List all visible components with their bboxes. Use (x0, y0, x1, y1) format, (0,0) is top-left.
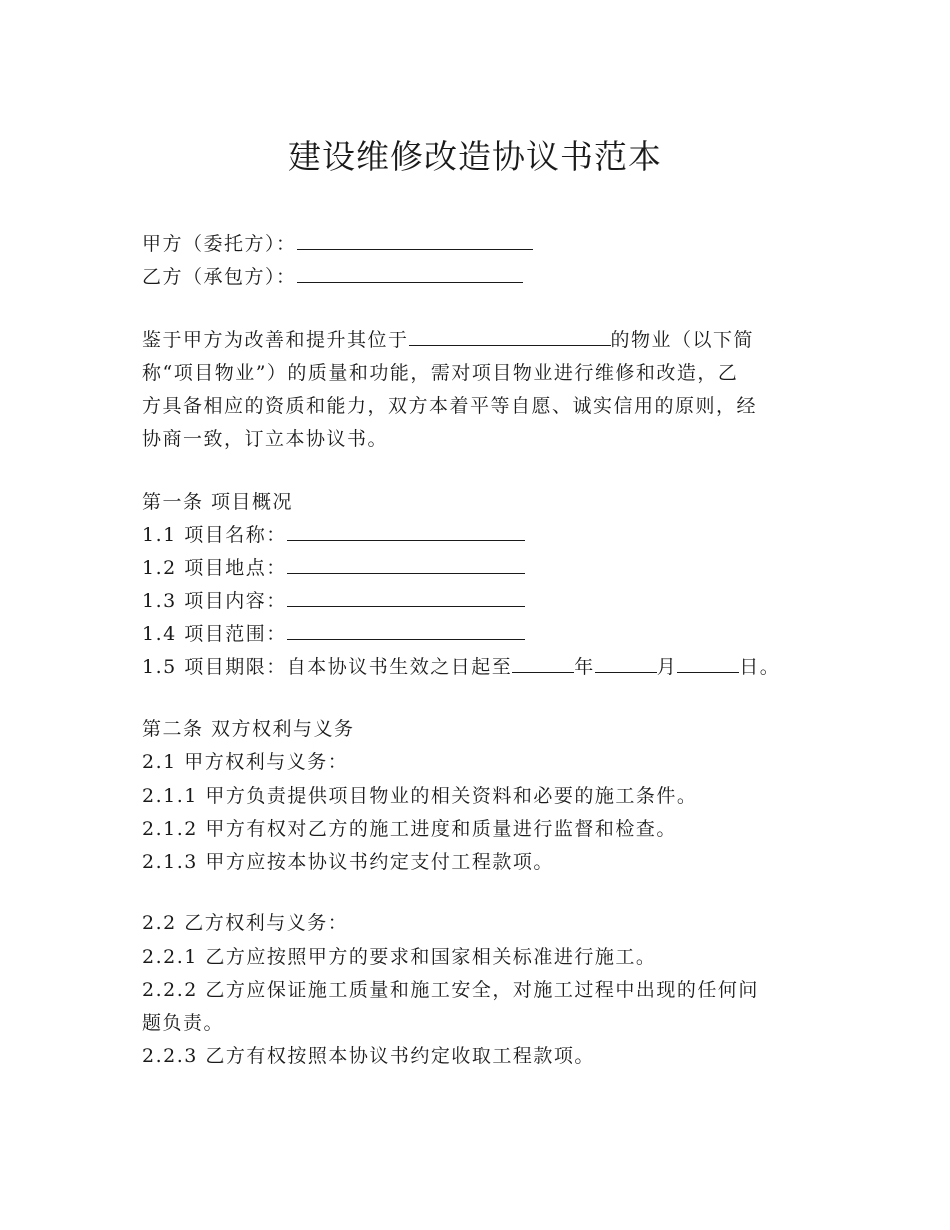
item-1-2-label: 1.2 项目地点： (142, 557, 287, 579)
intro-paragraph (142, 324, 802, 456)
item-1-4-label: 1.4 项目范围： (142, 623, 287, 645)
project-name-blank[interactable] (287, 522, 525, 541)
project-location-blank[interactable] (287, 555, 525, 574)
month-label: 月 (656, 656, 678, 678)
party-b-blank[interactable] (297, 264, 523, 283)
item-1-1 (142, 519, 525, 551)
year-blank[interactable] (512, 654, 574, 673)
intro-line-1 (142, 324, 802, 357)
property-location-blank[interactable] (409, 327, 611, 346)
intro-text-before-blank: 鉴于甲方为改善和提升其位于 (142, 329, 409, 351)
intro-line-4: 协商一致，订立本协议书。 (142, 428, 389, 450)
year-label: 年 (574, 656, 595, 678)
party-a-blank[interactable] (297, 231, 533, 250)
item-2-2-2-line-1: 2.2.2 乙方应保证施工质量和施工安全，对施工过程中出现的任何问 (142, 979, 759, 1001)
party-a-label: 甲方（委托方）： (142, 233, 297, 255)
item-1-5 (142, 651, 780, 683)
item-2-2-3: 2.2.3 乙方有权按照本协议书约定收取工程款项。 (142, 1045, 595, 1067)
item-1-3-label: 1.3 项目内容： (142, 590, 287, 612)
section-2-2-heading: 2.2 乙方权利与义务： (142, 912, 349, 934)
section-2-1-heading: 2.1 甲方权利与义务： (142, 751, 349, 773)
project-scope-blank[interactable] (287, 621, 525, 640)
intro-text-after-blank: 的物业（以下简 (610, 329, 755, 351)
item-1-1-label: 1.1 项目名称： (142, 524, 287, 546)
project-content-blank[interactable] (287, 588, 525, 607)
document-title: 建设维修改造协议书范本 (288, 137, 662, 176)
item-2-1-2: 2.1.2 甲方有权对乙方的施工进度和质量进行监督和检查。 (142, 818, 677, 840)
intro-line-3: 方具备相应的资质和能力，双方本着平等自愿、诚实信用的原则，经 (142, 395, 758, 417)
item-1-5-label: 1.5 项目期限：自本协议书生效之日起至 (142, 656, 513, 678)
item-2-2-1: 2.2.1 乙方应按照甲方的要求和国家相关标准进行施工。 (142, 946, 657, 968)
item-1-3 (142, 585, 525, 617)
day-label: 日。 (739, 656, 781, 678)
intro-line-2: 称“项目物业”）的质量和功能，需对项目物业进行维修和改造，乙 (142, 362, 739, 384)
item-2-2-2-line-2: 题负责。 (142, 1012, 225, 1034)
party-b-line (142, 261, 523, 293)
party-a-line (142, 228, 533, 260)
article-1-heading: 第一条 项目概况 (142, 491, 294, 513)
item-1-2 (142, 552, 525, 584)
item-2-1-1: 2.1.1 甲方负责提供项目物业的相关资料和必要的施工条件。 (142, 785, 698, 807)
item-2-1-3: 2.1.3 甲方应按本协议书约定支付工程款项。 (142, 851, 554, 873)
article-2-heading: 第二条 双方权利与义务 (142, 718, 355, 740)
party-b-label: 乙方（承包方）： (142, 266, 297, 288)
day-blank[interactable] (677, 654, 739, 673)
month-blank[interactable] (595, 654, 657, 673)
item-1-4 (142, 618, 525, 650)
